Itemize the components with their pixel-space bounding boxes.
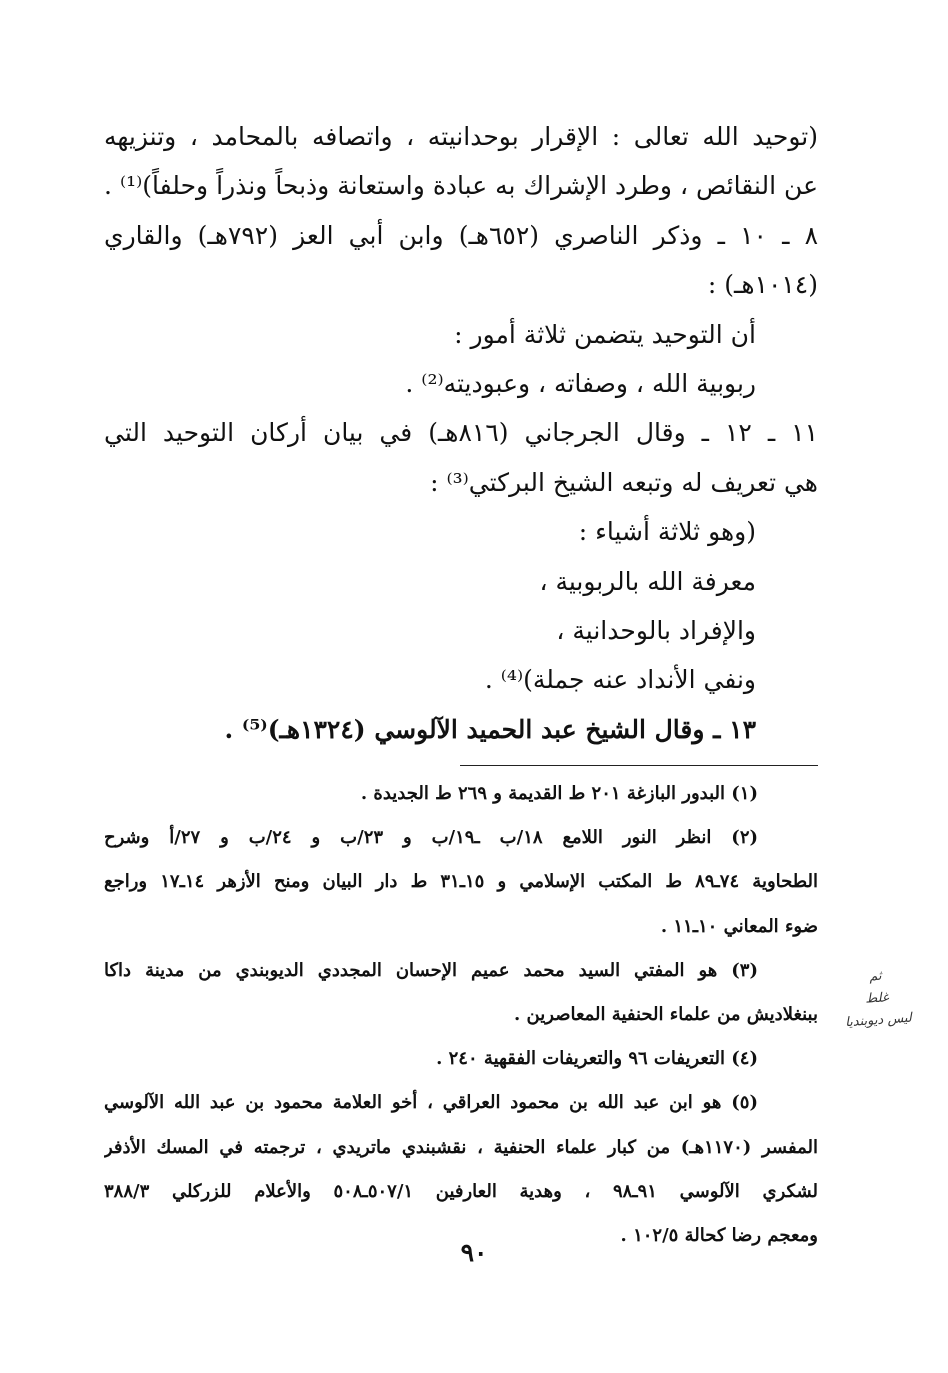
footnote-line: لشكري الآلوسي ٩١ـ٩٨ ، وهدية العارفين ٥٠٧/١ـ٥٠٨ والأعلام للزركلي ٣٨٨/٣ (104, 1180, 818, 1202)
handwritten-margin-note (820, 962, 934, 1036)
text-line: ٨ ـ ١٠ ـ وذكر الناصري (٦٥٢هـ) وابن أبي العز (٧٩٢هـ) والقاري (104, 220, 818, 250)
footnote-line: ببنغلاديش من علماء الحنفية المعاصرين . (514, 1003, 818, 1025)
footnote-separator (460, 765, 818, 766)
margin-note-line: ثم (868, 968, 883, 985)
text-line: ١٣ ـ وقال الشيخ عبد الحميد الآلوسي (١٣٢٤هـ)⁽⁵⁾ . (224, 714, 756, 744)
text-line: ١١ ـ ١٢ ـ وقال الجرجاني (٨١٦هـ) في بيان أركان التوحيد التي (104, 418, 818, 448)
footnote-line: (١) البدور البازغة ٢٠١ ط القديمة و ٢٦٩ ط الجديدة . (360, 783, 758, 804)
page-number: ٩٠ (460, 1238, 488, 1267)
footnote-line: (٤) التعريفات ٩٦ والتعريفات الفقهية ٢٤٠ . (436, 1048, 758, 1070)
margin-note-line: غلط (864, 990, 890, 1007)
footnote-line: (٢) انظر النور اللامع ١٨/ب ـ١٩/ب و ٢٣/ب و ٢٤/ب و ٢٧/أ وشرح (104, 827, 759, 849)
footnote-line: ضوء المعاني ١٠ـ١١ . (660, 915, 818, 937)
text-line: معرفة الله بالربوبية ، (539, 566, 756, 596)
text-line: عن النقائص ، وطرد الإشراك به عبادة واستعانة وذبحاً ونذراً وحلفاً)⁽¹⁾ . (104, 171, 818, 201)
footnote-line: ومعجم رضا كحالة ١٠٢/٥ . (620, 1224, 818, 1246)
text-line: والإفراد بالوحدانية ، (556, 615, 756, 645)
footnote-line: (٥) هو ابن عبد الله بن محمود العراقي ، أخو العلامة محمود بن عبد الله الآلوسي (104, 1092, 758, 1114)
margin-note-line: ليس ديوبنديا (844, 1010, 913, 1031)
text-line: هي تعريف له وتبعه الشيخ البركتي⁽³⁾ : (430, 467, 818, 497)
footnote-line: الطحاوية ٧٤ـ٨٩ ط المكتب الإسلامي و ١٥ـ٣١ ط دار البيان ومنح الأزهر ١٤ـ١٧ وراجع (104, 871, 818, 893)
text-line: (وهو ثلاثة أشياء : (578, 517, 756, 547)
footnote-line: (٣) هو المفتي السيد محمد عميم الإحسان المجددي الديوبندي من مدينة داكا (104, 959, 758, 981)
text-line: (١٠١٤هـ) : (707, 270, 818, 300)
text-line: (توحيد الله تعالى : الإقرار بوحدانيته ، واتصافه بالمحامد ، وتنزيهه (104, 122, 818, 151)
text-line: ربوبية الله ، وصفاته ، وعبوديته⁽²⁾ . (405, 368, 756, 398)
footnote-line: المفسر (١١٧٠هـ) من كبار علماء الحنفية ، نقشبندي ماتريدي ، ترجمته في المسك الأذفر (104, 1136, 818, 1158)
text-line: أن التوحيد يتضمن ثلاثة أمور : (454, 319, 756, 349)
footnotes-block (104, 772, 818, 1258)
main-text-block (104, 112, 818, 754)
text-line: ونفي الأنداد عنه جملة)⁽⁴⁾ . (484, 665, 756, 695)
